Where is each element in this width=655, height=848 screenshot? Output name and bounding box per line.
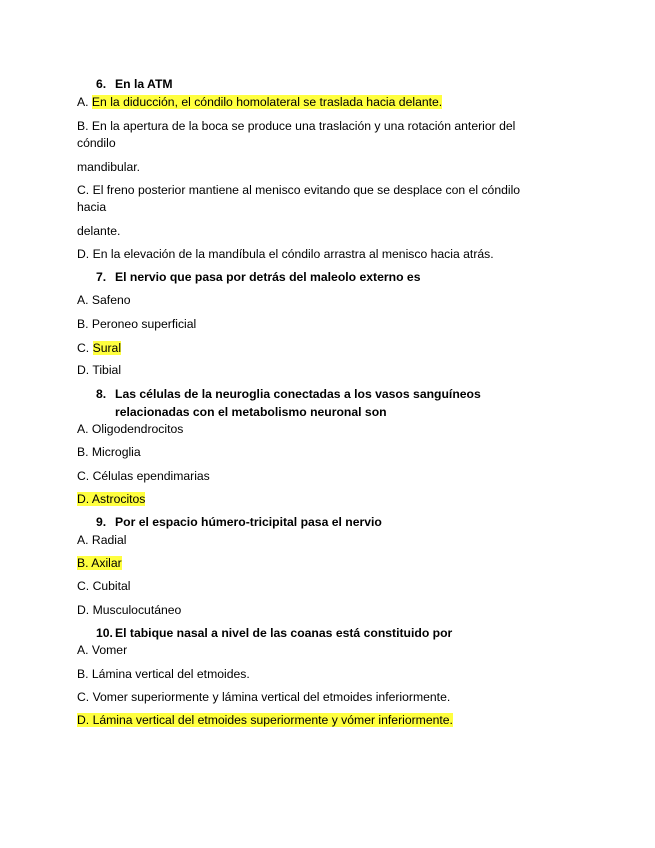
option-8a: A. Oligodendrocitos — [77, 422, 184, 436]
option-8d — [77, 491, 145, 507]
option-8c: C. Células ependimarias — [77, 469, 210, 483]
option-prefix: A. — [77, 95, 92, 109]
option-10d — [77, 712, 453, 728]
option-6a — [77, 94, 442, 110]
question-10-heading — [96, 625, 452, 641]
option-10c: C. Vomer superiormente y lámina vertical del etmoides inferiormente. — [77, 690, 451, 704]
option-text: D. Lámina vertical del etmoides superiormente y vómer inferiormente. — [77, 713, 453, 727]
question-number: 9. — [96, 515, 107, 529]
question-number: 7. — [96, 270, 107, 284]
option-7d: D. Tibial — [77, 363, 122, 377]
question-6-heading — [96, 76, 173, 92]
question-number: 10. — [96, 626, 113, 640]
option-6d: D. En la elevación de la mandíbula el cóndilo arrastra al menisco hacia atrás. — [77, 247, 494, 261]
question-title: El nervio que pasa por detrás del maleolo externo es — [115, 270, 421, 284]
question-title: En la ATM — [115, 77, 173, 91]
question-title: Por el espacio húmero-tricipital pasa el nervio — [115, 515, 382, 529]
question-title: El tabique nasal a nivel de las coanas está constituido por — [115, 626, 453, 640]
option-6c-wrap: hacia — [77, 200, 107, 214]
question-8-heading-cont — [96, 404, 387, 420]
option-text: B. Axilar — [77, 556, 122, 570]
option-7a: A. Safeno — [77, 293, 131, 307]
option-6c: C. El freno posterior mantiene al menisco evitando que se desplace con el cóndilo — [77, 183, 521, 197]
option-6c-cont: delante. — [77, 224, 121, 238]
option-8b: B. Microglia — [77, 445, 141, 459]
option-text: En la diducción, el cóndilo homolateral se traslada hacia delante. — [91, 95, 443, 109]
option-10a: A. Vomer — [77, 643, 128, 657]
option-6b-cont: mandibular. — [77, 160, 141, 174]
option-text: Sural — [92, 341, 122, 355]
option-9b — [77, 555, 122, 571]
question-title: Las células de la neuroglia conectadas a los vasos sanguíneos — [115, 387, 481, 401]
option-6b: B. En la apertura de la boca se produce una traslación y una rotación anterior del — [77, 119, 516, 133]
option-10b: B. Lámina vertical del etmoides. — [77, 667, 250, 681]
option-6b-wrap: cóndilo — [77, 136, 116, 150]
option-9c: C. Cubital — [77, 579, 131, 593]
question-title-cont: relacionadas con el metabolismo neuronal son — [115, 405, 387, 419]
question-9-heading — [96, 514, 382, 530]
question-number: 6. — [96, 77, 107, 91]
option-prefix: C. — [77, 341, 93, 355]
question-number: 8. — [96, 387, 107, 401]
option-text: D. Astrocitos — [77, 492, 146, 506]
option-7c — [77, 340, 121, 356]
option-7b: B. Peroneo superficial — [77, 317, 197, 331]
question-7-heading — [96, 269, 420, 285]
question-8-heading — [96, 386, 481, 402]
option-9d: D. Musculocutáneo — [77, 603, 182, 617]
option-9a: A. Radial — [77, 533, 127, 547]
